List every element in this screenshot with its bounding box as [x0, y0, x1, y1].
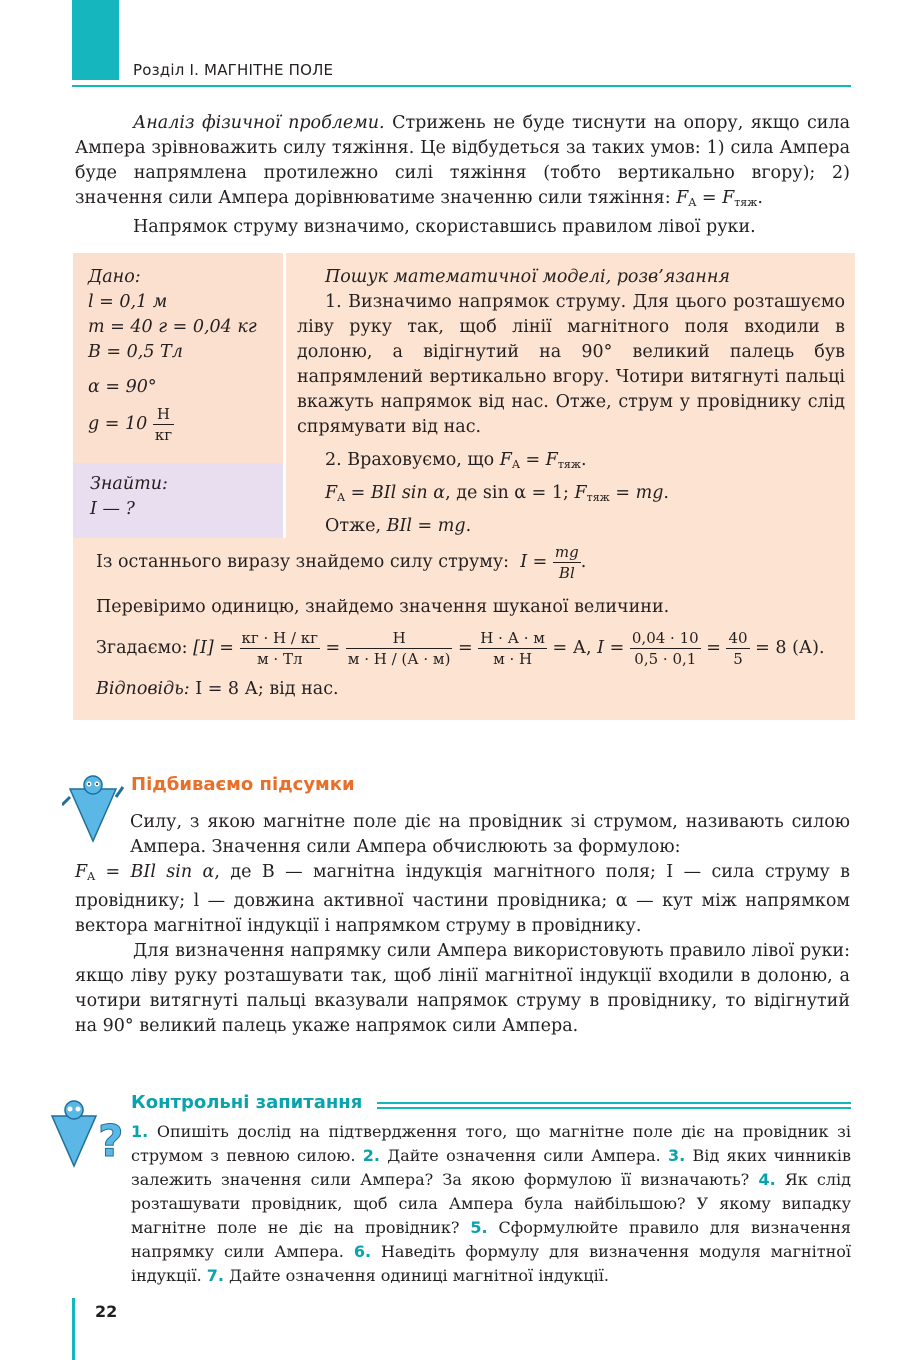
solution-column	[297, 265, 845, 539]
given-mass: m = 40 г = 0,04 кг	[88, 317, 257, 337]
summary-block	[75, 810, 850, 1039]
calc-block	[96, 542, 851, 702]
solution-step2: 2. Враховуємо, що $F_A = F_{тяж}$.	[325, 450, 587, 471]
given-induction: B = 0,5 Тл	[88, 342, 183, 362]
mascot-question-icon	[48, 1098, 126, 1170]
questions-heading: Контрольні запитання	[131, 1092, 363, 1113]
intro-block	[75, 111, 850, 240]
summary-para1-start: Силу, з якою магнітне поле діє на провідник зі струмом, називають силою Ампера. Значення сили Ампера обчислюють за формулою:	[130, 812, 850, 857]
section-header: Розділ І. МАГНІТНЕ ПОЛЕ	[133, 61, 334, 79]
solution-therefore: Отже, BIl = mg.	[325, 516, 472, 536]
summary-para2: Для визначення напрямку сили Ампера використовують правило лівої руки: якщо ліву руку розташувати так, щоб лінії магнітної індукції входили в долоню, а чотири витягнуті пальці вказували напрямок струму в провіднику, то відігнутий на 90° великий палець укаже напрямок сили Ампера.	[75, 941, 850, 1036]
header-tab	[72, 0, 119, 80]
solution-formula-line: $F_A$ = BIl sin α, де sin α = 1; $F_{тяж}$ = mg.	[325, 483, 669, 504]
find-value: I — ?	[90, 499, 135, 519]
analysis-paragraph: Аналіз фізичної проблеми. Стрижень не буде тиснути на опору, якщо сила Ампера зрівноважить силу тяжіння. Це відбудеться за таких умов: 1) сила Ампера буде напрямлена протилежно силі тяжіння (тобто вертикально вгору); 2) значення сили Ампера дорівнюватиме значенню сили тяжіння: $F_A = F_{тяж}$.	[75, 113, 850, 209]
calc-answer: Відповідь: I = 8 А; від нас.	[96, 679, 339, 699]
solution-title: Пошук математичної моделі, розв’язання	[325, 267, 730, 287]
header-rule	[72, 85, 851, 87]
svg-text:?: ?	[98, 1116, 124, 1167]
calc-find-line: Із останнього виразу знайдемо силу струму: I = $\frac{mg}{Bl}$ .	[96, 543, 587, 582]
given-length: l = 0,1 м	[88, 292, 168, 312]
direction-paragraph: Напрямок струму визначимо, скориставшись правилом лівої руки.	[133, 217, 756, 237]
solution-step1: 1. Визначимо напрямок струму. Для цього розташуємо ліву руку так, щоб лінії магнітного поля входили в долоню, а відігнутий на 90° великий палець був напрямлений вертикально вгору. Чотири витягнуті пальці вкажуть напрямок від нас. Отже, струм у провіднику слід спрямувати від нас.	[297, 292, 845, 437]
page-number-bar	[72, 1298, 75, 1360]
find-title: Знайти:	[90, 474, 168, 494]
given-list	[88, 265, 278, 445]
summary-heading: Підбиваємо підсумки	[131, 774, 355, 795]
questions-text: 1. Опишіть дослід на підтвердження того, що магнітне поле діє на провідник зі струмом з певною силою. 2. Дайте означення сили Ампера. 3. Від яких чинників залежить значення сили Ампера? За якою формулою її визначають? 4. Як слід розташувати провідник, щоб сила Ампера була найбільшою? У якому випадку магнітне поле не діє на провідник? 5. Сформулюйте правило для визначення напрямку сили Ампера. 6. Наведіть формулу для визначення модуля магнітної індукції. 7. Дайте означення одиниці магнітної індукції.	[131, 1122, 852, 1285]
given-title: Дано:	[88, 267, 141, 287]
box-separator	[283, 253, 286, 538]
calc-check-line: Перевіримо одиницю, знайдемо значення шуканої величини.	[96, 597, 670, 617]
given-angle: α = 90°	[88, 377, 157, 397]
analysis-label: Аналіз фізичної проблеми.	[133, 113, 385, 133]
questions-block	[131, 1120, 851, 1288]
questions-rule-top	[377, 1102, 851, 1104]
find-list	[90, 472, 280, 522]
page-number: 22	[95, 1302, 118, 1321]
calc-units-line: Згадаємо: [I] = $\frac{кг \cdot Н / кг}{м \cdot Тл}$ = $\frac{Н}{м \cdot Н / (А \cdot м)}$ = $\frac{Н \cdot А \cdot м}{м \cdot Н}$ = А, I = $\frac{0,04 \cdot 10}{0,5 \cdot 0,1}$ = $\frac{40}{5}$ = 8 (А).	[96, 629, 825, 668]
given-g: g = 10 $\frac{Н}{кг}$	[88, 405, 173, 444]
questions-rule-bottom	[377, 1107, 851, 1109]
summary-para1-rest: $F_A$ = BIl sin α, де B — магнітна індукція магнітного поля; I — сила струму в провіднику; l — довжина активної частини провідника; α — кут між напрямком вектора магнітної індукції і напрямком струму в провіднику.	[75, 862, 850, 936]
